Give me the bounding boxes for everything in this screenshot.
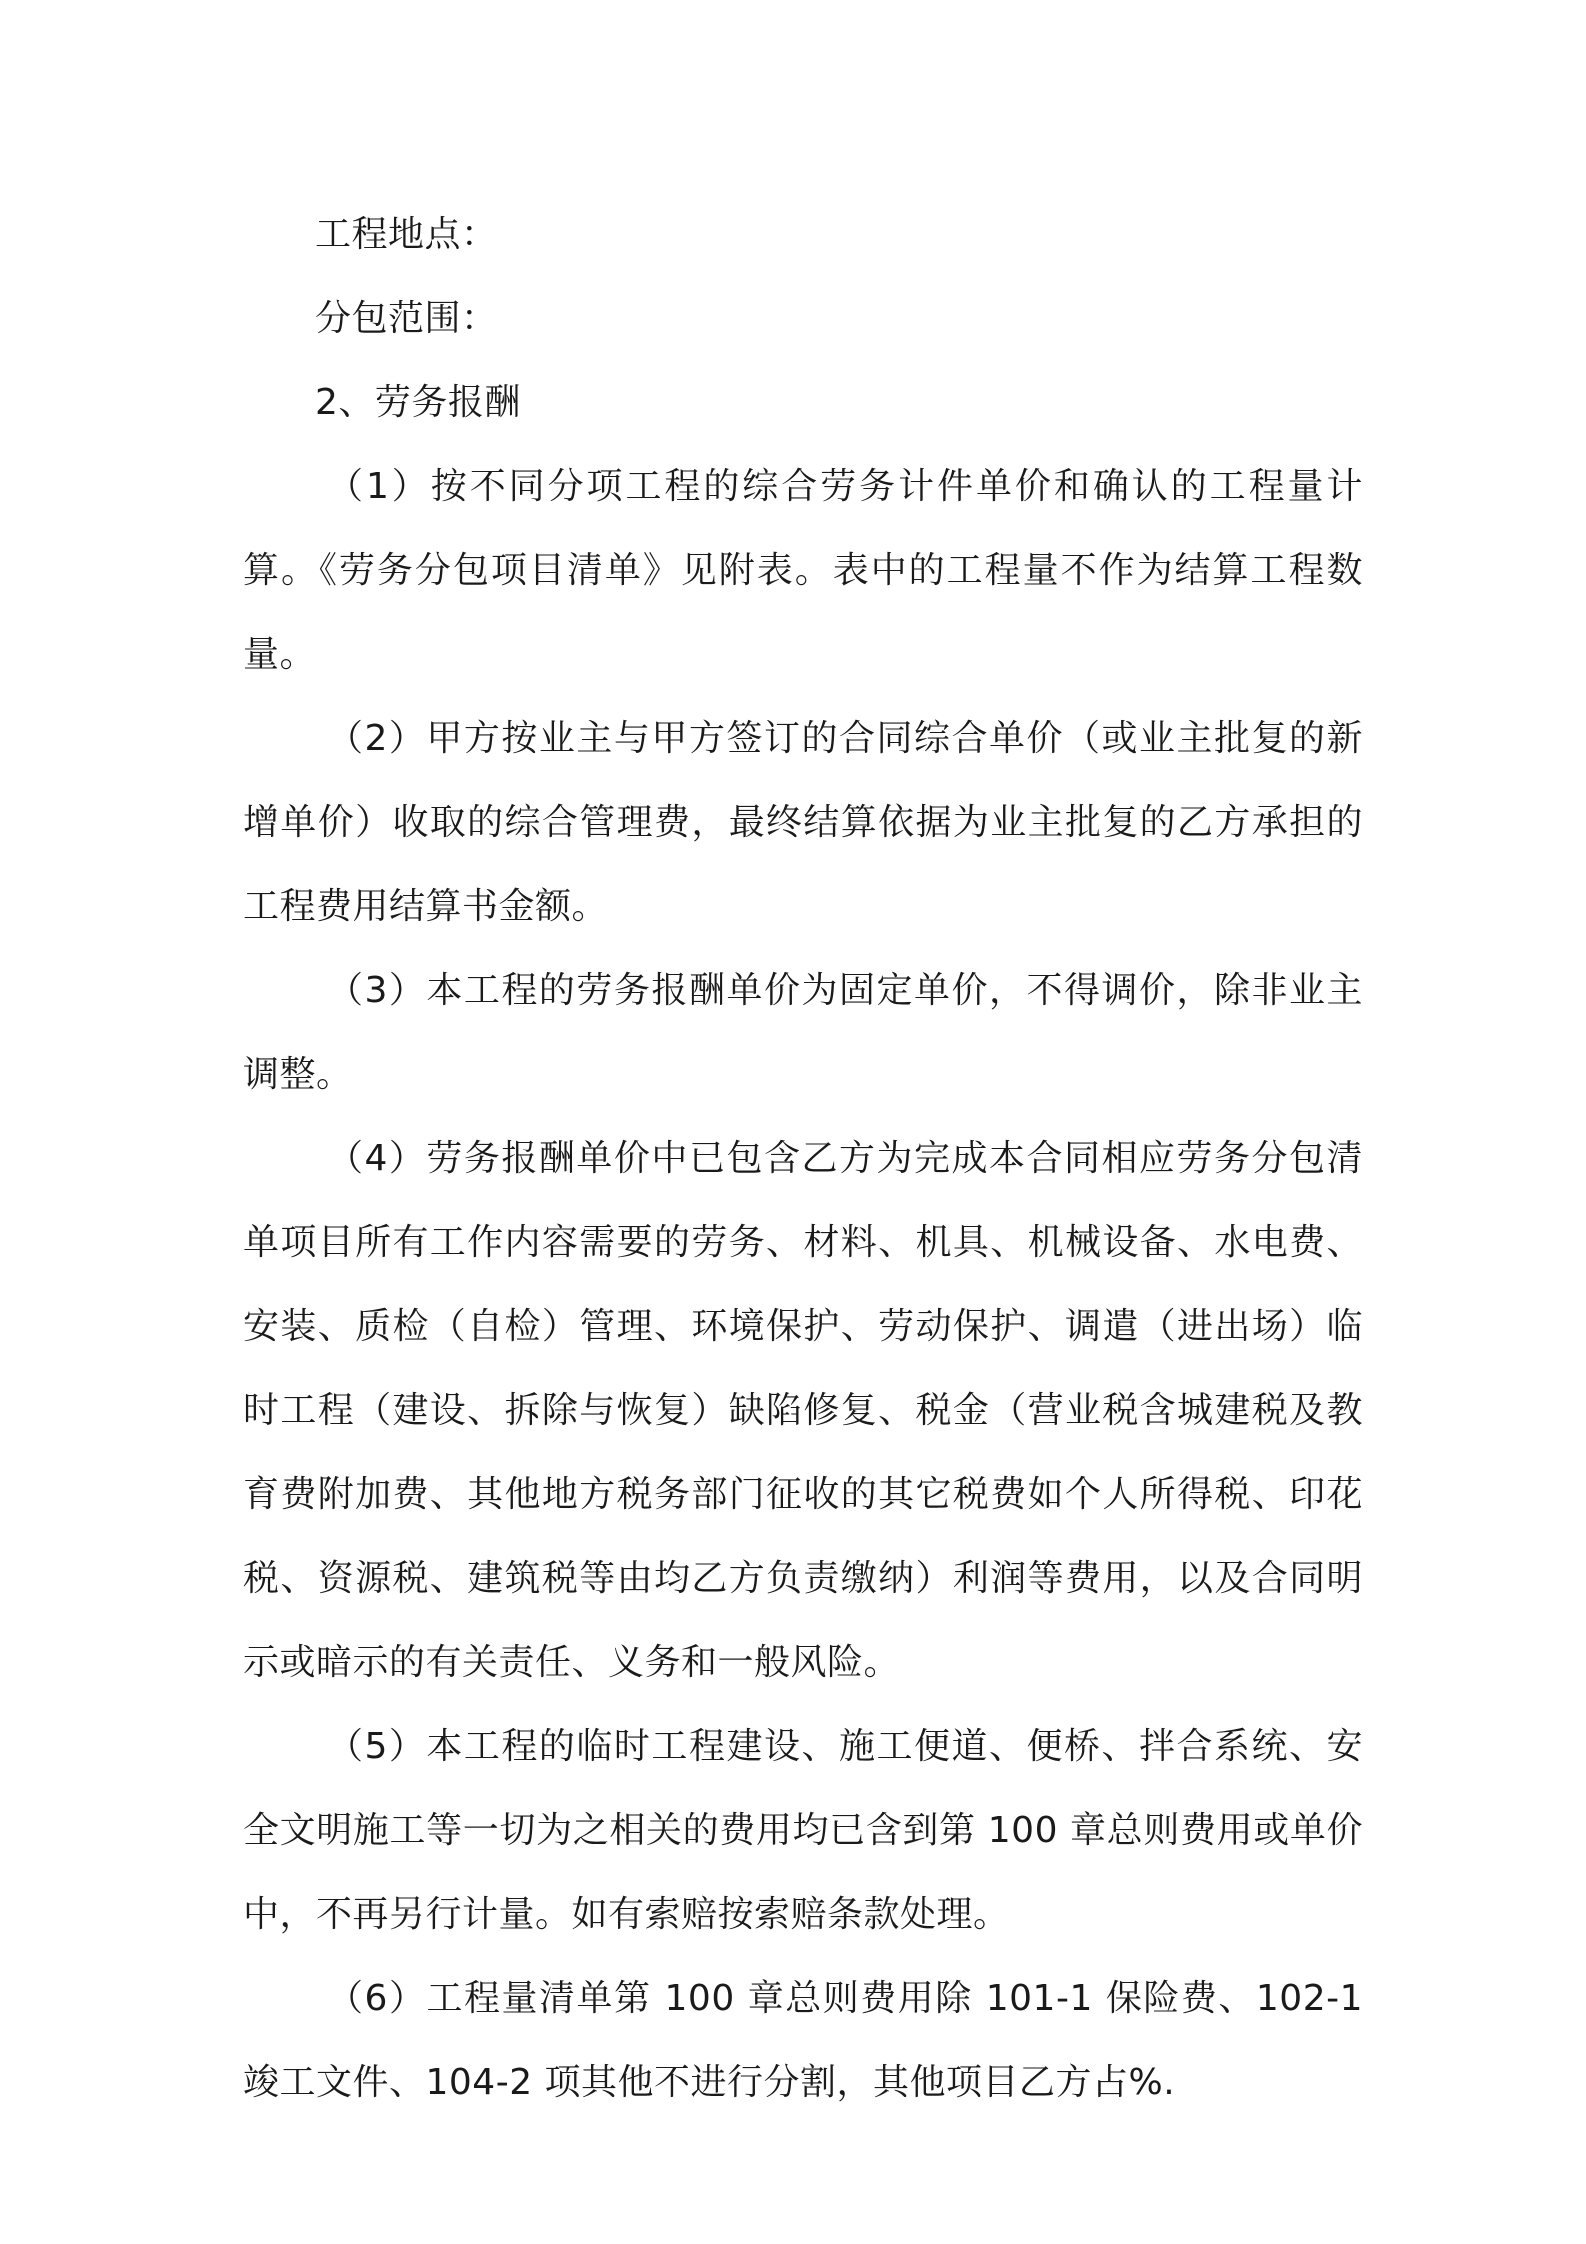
field-project-location: 工程地点： xyxy=(315,214,498,255)
clause-5: （5）本工程的临时工程建设、施工便道、便桥、拌合系统、安全文明施工等一切为之相关的费用均已含到第 100 章总则费用或单价中，不再另行计量。如有索赔按索赔条款处理。 xyxy=(243,1726,1363,1935)
clause-4: （4）劳务报酬单价中已包含乙方为完成本合同相应劳务分包清单项目所有工作内容需要的劳务、材料、机具、机械设备、水电费、安装、质检（自检）管理、环境保护、劳动保护、调遣（进出场）临时工程（建设、拆除与恢复）缺陷修复、税金（营业税含城建税及教育费附加费、其他地方税务部门征收的其它税费如个人所得税、印花税、资源税、建筑税等由均乙方负责缴纳）利润等费用，以及合同明示或暗示的有关责任、义务和一般风险。 xyxy=(243,1138,1363,1683)
document-body xyxy=(243,193,1363,2125)
clause-6: （6）工程量清单第 100 章总则费用除 101-1 保险费、102-1 竣工文件、104-2 项其他不进行分割，其他项目乙方占%. xyxy=(243,1978,1363,2103)
clause-1: （1）按不同分项工程的综合劳务计件单价和确认的工程量计算。《劳务分包项目清单》见附表。表中的工程量不作为结算工程数量。 xyxy=(243,466,1363,675)
clause-3: （3）本工程的劳务报酬单价为固定单价，不得调价，除非业主调整。 xyxy=(243,970,1363,1095)
clause-2: （2）甲方按业主与甲方签订的合同综合单价（或业主批复的新增单价）收取的综合管理费，最终结算依据为业主批复的乙方承担的工程费用结算书金额。 xyxy=(243,718,1363,927)
field-subcontract-scope: 分包范围： xyxy=(315,298,498,339)
section-heading-labor-payment: 2、劳务报酬 xyxy=(315,382,521,423)
